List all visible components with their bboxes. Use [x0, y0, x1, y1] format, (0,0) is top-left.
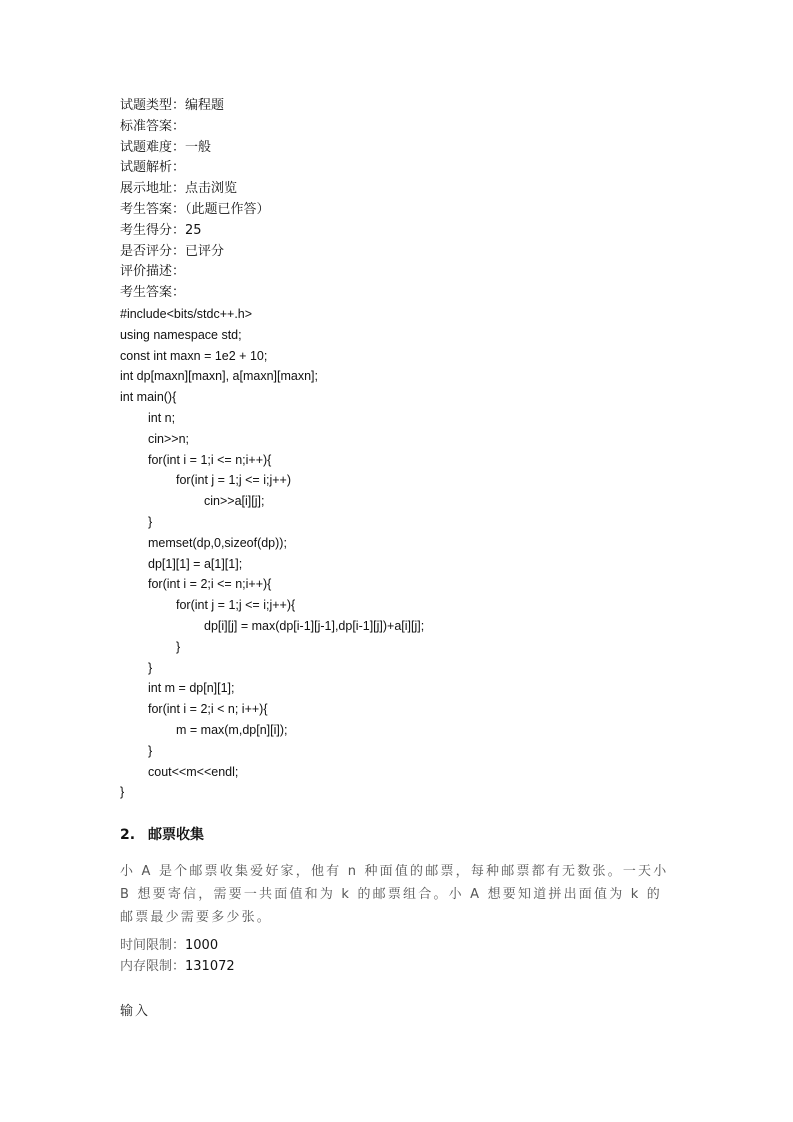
code-line: } — [148, 514, 153, 529]
code-line: for(int i = 2;i < n; i++){ — [148, 702, 268, 717]
code-line: for(int j = 1;j <= i;j++) — [176, 473, 291, 488]
input-heading: 输入 — [120, 1004, 151, 1019]
code-line: int m = dp[n][1]; — [148, 681, 235, 696]
code-line: int n; — [148, 410, 176, 425]
meta-difficulty: 试题难度：一般 — [120, 139, 212, 155]
code-line: int dp[maxn][maxn], a[maxn][maxn]; — [120, 369, 318, 384]
code-line: #include<bits/stdc++.h> — [120, 307, 253, 321]
question-meta — [120, 96, 680, 304]
memory-limit-label: 内存限制： — [120, 958, 186, 974]
code-line: for(int j = 1;j <= i;j++){ — [176, 598, 296, 613]
code-block — [120, 304, 720, 803]
section-number: 2. — [120, 827, 136, 843]
code-line: } — [120, 785, 125, 800]
meta-score: 考生得分：25 — [120, 222, 202, 238]
code-line: } — [148, 743, 153, 758]
code-line: const int maxn = 1e2 + 10; — [120, 348, 268, 363]
meta-analysis: 试题解析： — [120, 160, 186, 176]
code-line: cin>>n; — [148, 431, 190, 446]
section-title: 邮票收集 — [148, 827, 204, 843]
meta-question-type: 试题类型：编程题 — [120, 98, 225, 113]
code-line: using namespace std; — [120, 327, 242, 342]
code-line: m = max(m,dp[n][i]); — [176, 722, 288, 737]
code-line: } — [176, 639, 181, 654]
code-line: memset(dp,0,sizeof(dp)); — [148, 535, 287, 550]
memory-limit-value: 131072 — [185, 958, 235, 974]
limits — [120, 936, 235, 977]
memory-limit — [120, 957, 235, 978]
meta-standard-answer: 标准答案： — [120, 118, 186, 134]
section-heading — [120, 824, 204, 844]
time-limit-label: 时间限制： — [120, 938, 186, 953]
meta-answer-label: 考生答案： — [120, 285, 186, 301]
time-limit-value: 1000 — [185, 938, 219, 953]
problem-description: 小 A 是个邮票收集爱好家，他有 n 种面值的邮票，每种邮票都有无数张。一天小 B 想要寄信，需要一共面值和为 k 的邮票组合。小 A 想要知道拼出面值为 k 的邮票最少需要多少张。 — [120, 864, 669, 925]
time-limit — [120, 936, 235, 957]
code-line: cout<<m<<endl; — [148, 764, 239, 779]
meta-answer-status: 考生答案：（此题已作答） — [120, 201, 270, 217]
code-line: for(int i = 2;i <= n;i++){ — [148, 577, 272, 592]
code-line: int main(){ — [120, 390, 177, 405]
meta-graded: 是否评分：已评分 — [120, 243, 225, 259]
meta-display-address: 展示地址：点击浏览 — [120, 181, 238, 197]
code-line: } — [148, 660, 153, 675]
code-line: for(int i = 1;i <= n;i++){ — [148, 452, 272, 467]
code-line: dp[i][j] = max(dp[i-1][j-1],dp[i-1][j])+a[i][j]; — [204, 618, 425, 633]
code-line: cin>>a[i][j]; — [204, 494, 265, 509]
meta-evaluation: 评价描述： — [120, 264, 186, 280]
code-line: dp[1][1] = a[1][1]; — [148, 556, 243, 571]
